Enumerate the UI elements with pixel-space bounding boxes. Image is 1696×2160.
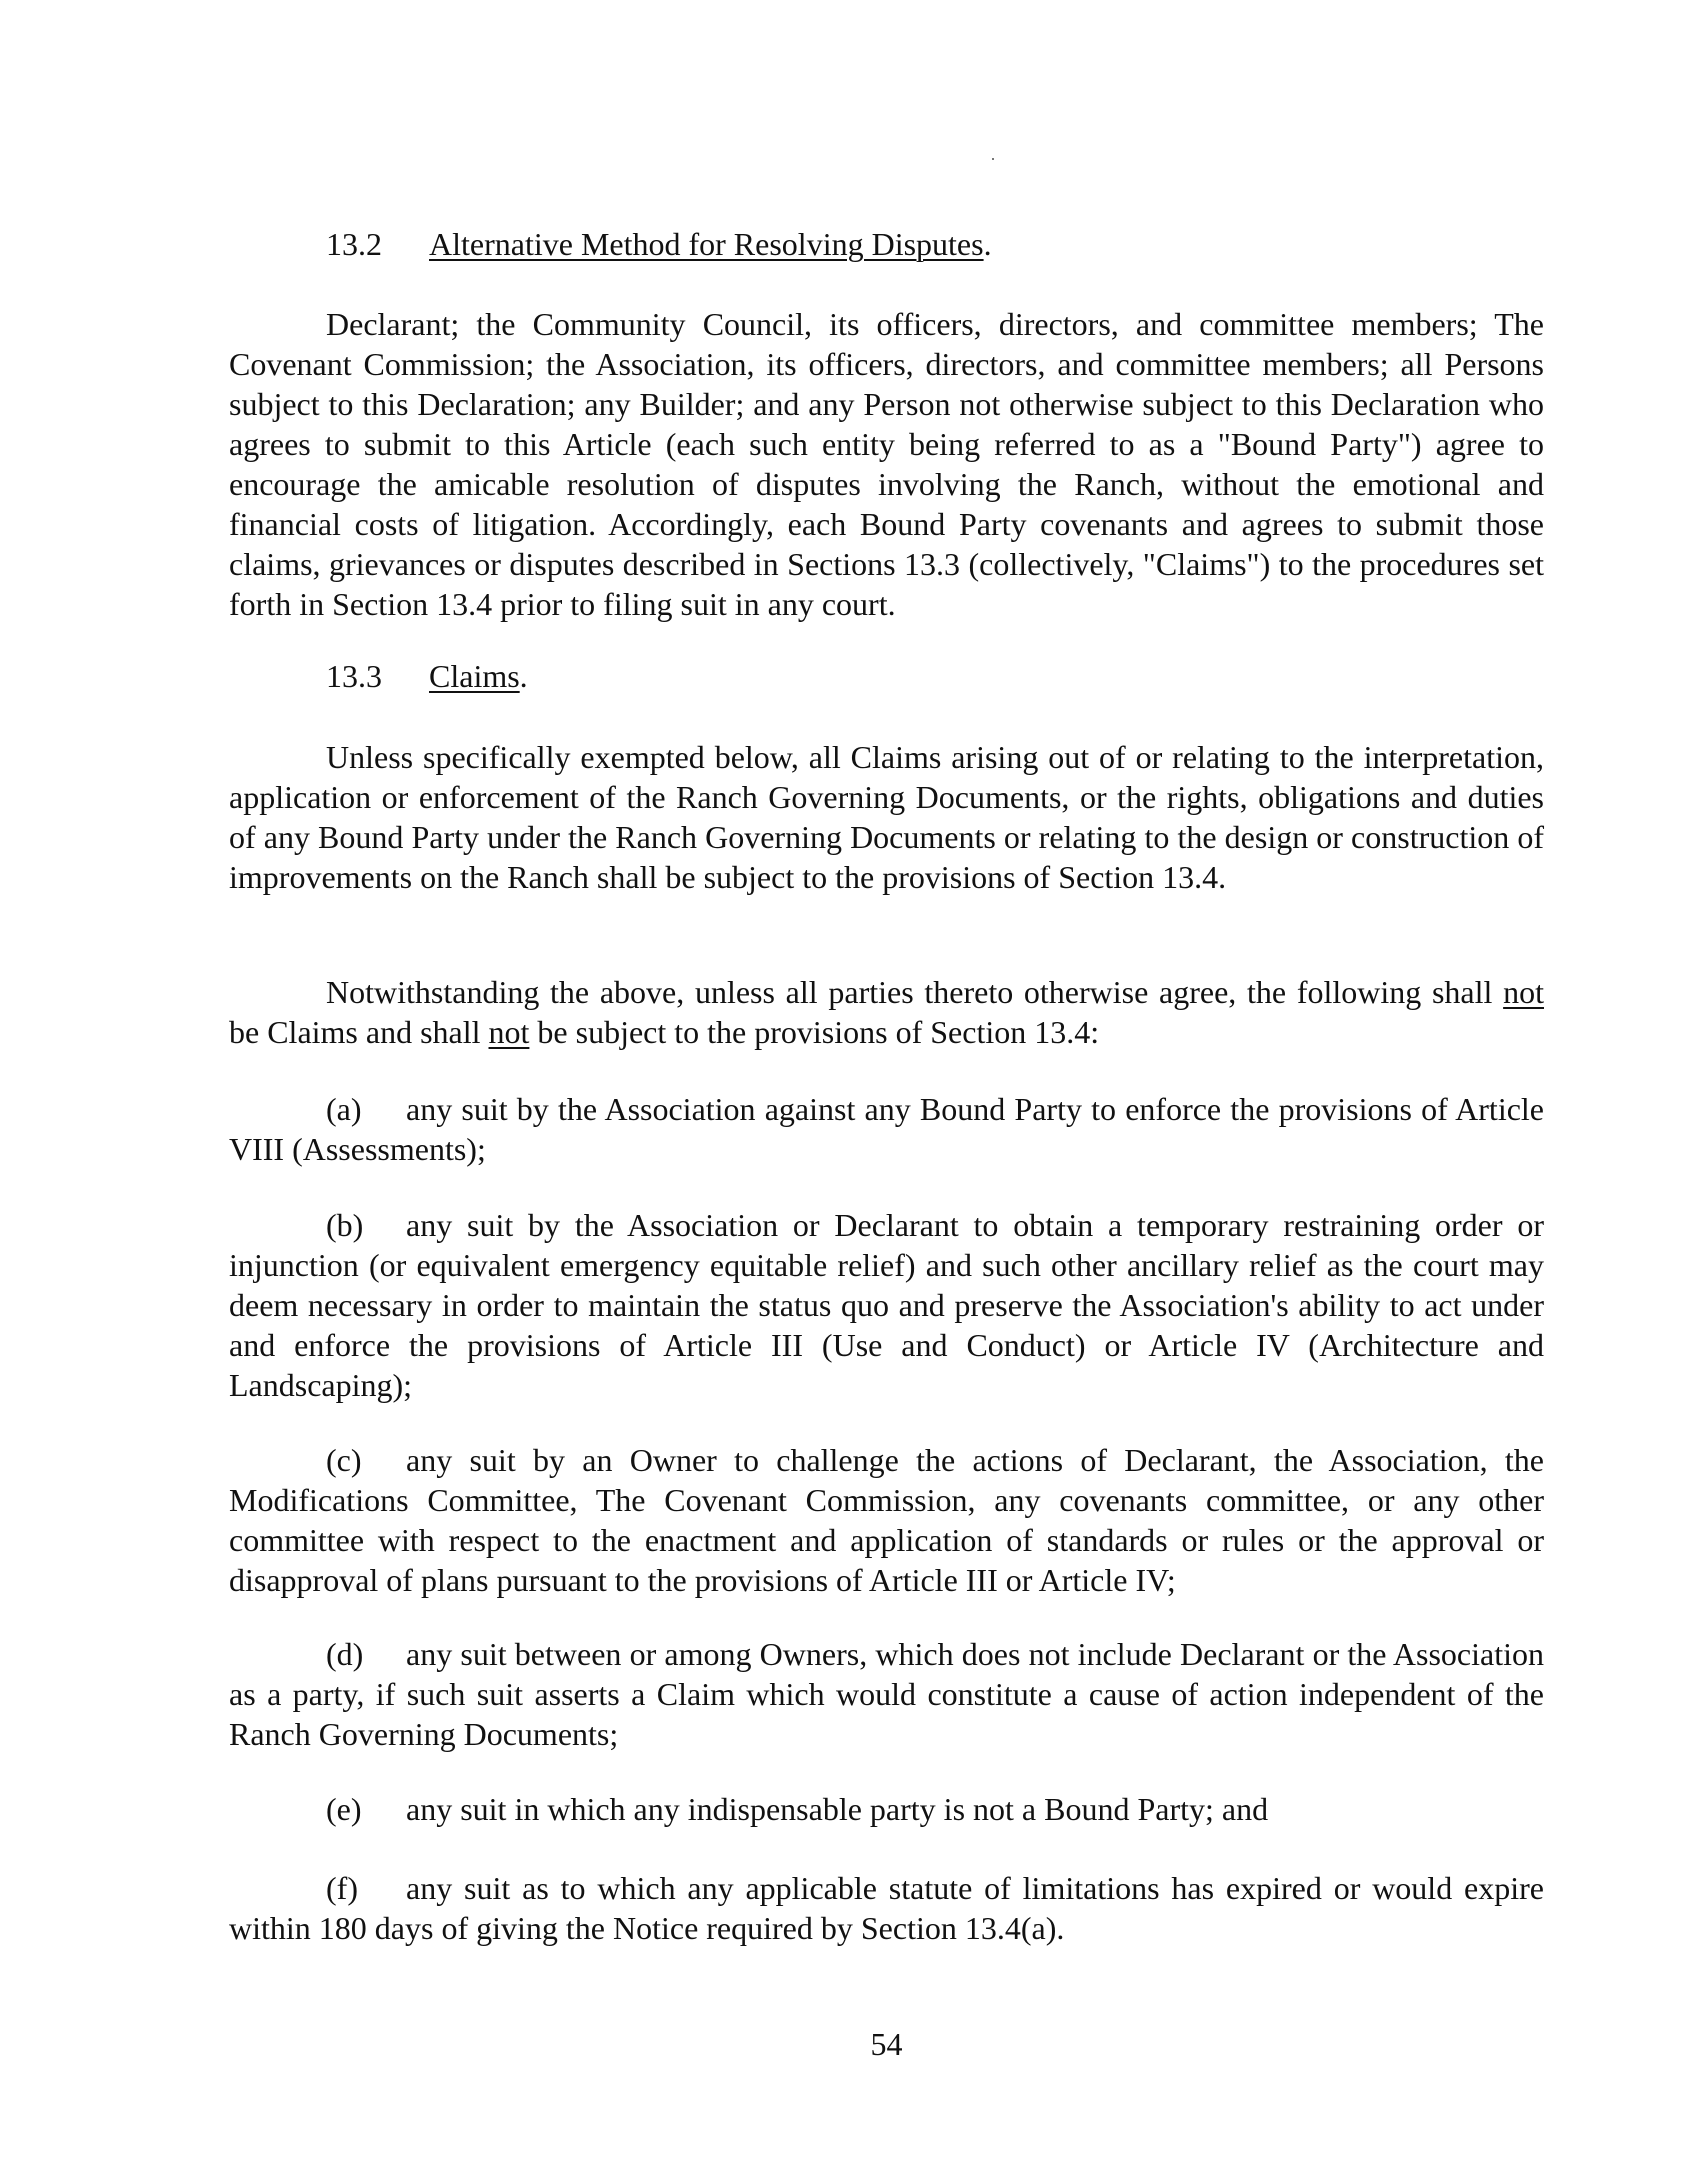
- exemption-intro-part-2: be Claims and shall: [229, 1014, 489, 1050]
- section-13-3-paragraph-1: Unless specifically exempted below, all Claims arising out of or relating to the interpretation, application or enforcement of the Ranch Governing Documents, or the rights, obligations and duties of any Bound Party under the Ranch Governing Documents or relating to the design or construction of improvements on the Ranch shall be subject to the provisions of Section 13.4.: [229, 739, 1544, 895]
- exemption-item-text: any suit by the Association against any Bound Party to enforce the provisions of Article VIII (Assessments);: [229, 1091, 1544, 1167]
- section-13-3-heading: [229, 656, 528, 696]
- exemption-intro-part-3: be subject to the provisions of Section 13.4:: [529, 1014, 1100, 1050]
- section-13-2-heading: [229, 224, 992, 264]
- exemption-item-text: any suit in which any indispensable party is not a Bound Party; and: [406, 1791, 1269, 1827]
- exemption-not-emphasis-2: not: [488, 1014, 530, 1050]
- section-13-3-title: Claims: [429, 658, 520, 694]
- exemption-item-e: [229, 1789, 1544, 1829]
- section-13-3-title-suffix: .: [519, 658, 528, 694]
- exemption-item-d: [229, 1634, 1544, 1754]
- exemption-item-text: any suit as to which any applicable statute of limitations has expired or would expire within 180 days of giving the Notice required by Section 13.4(a).: [229, 1870, 1544, 1946]
- exemption-item-f: [229, 1868, 1544, 1948]
- exemption-item-text: any suit between or among Owners, which does not include Declarant or the Association as a party, if such suit asserts a Claim which would constitute a cause of action independent of the Ranch Governing Documents;: [229, 1636, 1544, 1752]
- section-13-2-title: Alternative Method for Resolving Disputes: [429, 226, 984, 262]
- section-13-2-number: 13.2: [326, 226, 382, 262]
- exemption-item-label: (d): [326, 1636, 364, 1672]
- section-13-2-title-suffix: .: [983, 226, 992, 262]
- page-number: 54: [870, 2026, 903, 2062]
- exemption-item-label: (c): [326, 1442, 362, 1478]
- exemption-item-c: [229, 1440, 1544, 1600]
- exemption-item-a: [229, 1089, 1544, 1169]
- exemption-item-text: any suit by the Association or Declarant to obtain a temporary restraining order or injunction (or equivalent emergency equitable relief) and such other ancillary relief as the court may deem necessary in order to maintain the status quo and preserve the Association's ability to act under and enforce the provisions of Article III (Use and Conduct) or Article IV (Architecture and Landscaping);: [229, 1207, 1544, 1403]
- exemption-item-label: (b): [326, 1207, 364, 1243]
- exemption-item-text: any suit by an Owner to challenge the actions of Declarant, the Association, the Modifications Committee, The Covenant Commission, any covenants committee, or any other committee with respect to the enactment and application of standards or rules or the approval or disapproval of plans pursuant to the provisions of Article III or Article IV;: [229, 1442, 1544, 1598]
- exemption-item-label: (f): [326, 1870, 358, 1906]
- exemption-intro-part-1: Notwithstanding the above, unless all parties thereto otherwise agree, the following shall: [326, 974, 1504, 1010]
- section-13-2-paragraph: Declarant; the Community Council, its officers, directors, and committee members; The Covenant Commission; the Association, its officers, directors, and committee members; all Persons subject to this Declaration; any Builder; and any Person not otherwise subject to this Declaration who agrees to submit to this Article (each such entity being referred to as a "Bound Party") agree to encourage the amicable resolution of disputes involving the Ranch, without the emotional and financial costs of litigation. Accordingly, each Bound Party covenants and agrees to submit those claims, grievances or disputes described in Sections 13.3 (collectively, "Claims") to the procedures set forth in Section 13.4 prior to filing suit in any court.: [229, 306, 1544, 622]
- exemption-item-b: [229, 1205, 1544, 1405]
- exemption-item-label: (a): [326, 1091, 362, 1127]
- section-13-3-paragraph-2: [229, 972, 1544, 1052]
- exemption-not-emphasis-1: not: [1503, 974, 1544, 1010]
- section-13-3-number: 13.3: [326, 658, 382, 694]
- exemption-item-label: (e): [326, 1791, 362, 1827]
- document-page: [229, 0, 1544, 2160]
